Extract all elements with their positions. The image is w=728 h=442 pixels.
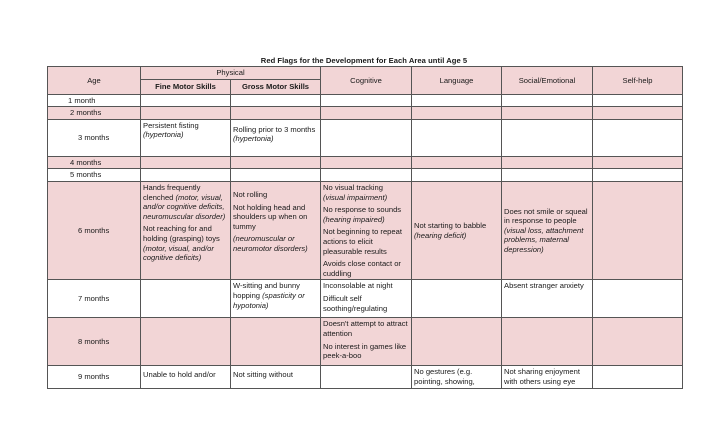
age-cell: 4 months (48, 156, 141, 169)
header-age: Age (48, 67, 141, 95)
language-cell: Not starting to babble (hearing deficit) (412, 181, 502, 279)
header-physical: Physical (141, 67, 321, 80)
header-gross-motor: Gross Motor Skills (231, 79, 321, 94)
header-language: Language (412, 67, 502, 95)
fine-motor-cell: Unable to hold and/or (141, 366, 231, 388)
age-cell: 3 months (48, 119, 141, 156)
table-row (48, 119, 683, 156)
social-cell: Does not smile or squeal in response to people (visual loss, attachment problems, maternal depression) (502, 181, 593, 279)
table-row (48, 318, 683, 366)
table-row (48, 366, 683, 388)
cognitive-cell: No visual tracking (visual impairment) No response to sounds (hearing impaired) Not beginning to repeat actions to elicit pleasurable results Avoids close contact or cuddling (321, 181, 412, 279)
social-cell: Absent stranger anxiety (502, 280, 593, 318)
fine-motor-cell: Hands frequently clenched (motor, visual, and/or cognitive deficits, neuromuscular disorder) Not reaching for and holding (grasping) toys (motor, visual, and/or cognitive deficits) (141, 181, 231, 279)
table-row (48, 156, 683, 169)
gross-motor-cell: Rolling prior to 3 months (hypertonia) (231, 119, 321, 156)
age-cell: 2 months (48, 107, 141, 120)
age-cell: 5 months (48, 169, 141, 182)
header-cognitive: Cognitive (321, 67, 412, 95)
gross-motor-cell: Not rolling Not holding head and shoulders up when on tummy (neuromuscular or neuromotor disorders) (231, 181, 321, 279)
age-cell: 6 months (48, 181, 141, 279)
header-fine-motor: Fine Motor Skills (141, 79, 231, 94)
document-title: Red Flags for the Development for Each Area until Age 5 (260, 56, 468, 65)
age-cell: 9 months (48, 366, 141, 388)
table-row (48, 94, 683, 107)
cognitive-cell: Inconsolable at night Difficult self soothing/regulating (321, 280, 412, 318)
age-cell: 7 months (48, 280, 141, 318)
gross-motor-cell: Not sitting without (231, 366, 321, 388)
age-cell: 8 months (48, 318, 141, 366)
social-cell: Not sharing enjoyment with others using eye (502, 366, 593, 388)
table-row (48, 181, 683, 279)
language-cell: No gestures (e.g. pointing, showing, (412, 366, 502, 388)
red-flags-table (47, 66, 683, 389)
header-self-help: Self-help (593, 67, 683, 95)
header-social-emotional: Social/Emotional (502, 67, 593, 95)
table-row (48, 169, 683, 182)
age-cell: 1 month (48, 94, 141, 107)
table-row (48, 107, 683, 120)
cognitive-cell: Doesn't attempt to attract attention No interest in games like peek-a-boo (321, 318, 412, 366)
fine-motor-cell: Persistent fisting (hypertonia) (141, 119, 231, 156)
gross-motor-cell: W-sitting and bunny hopping (spasticity or hypotonia) (231, 280, 321, 318)
table-row (48, 280, 683, 318)
